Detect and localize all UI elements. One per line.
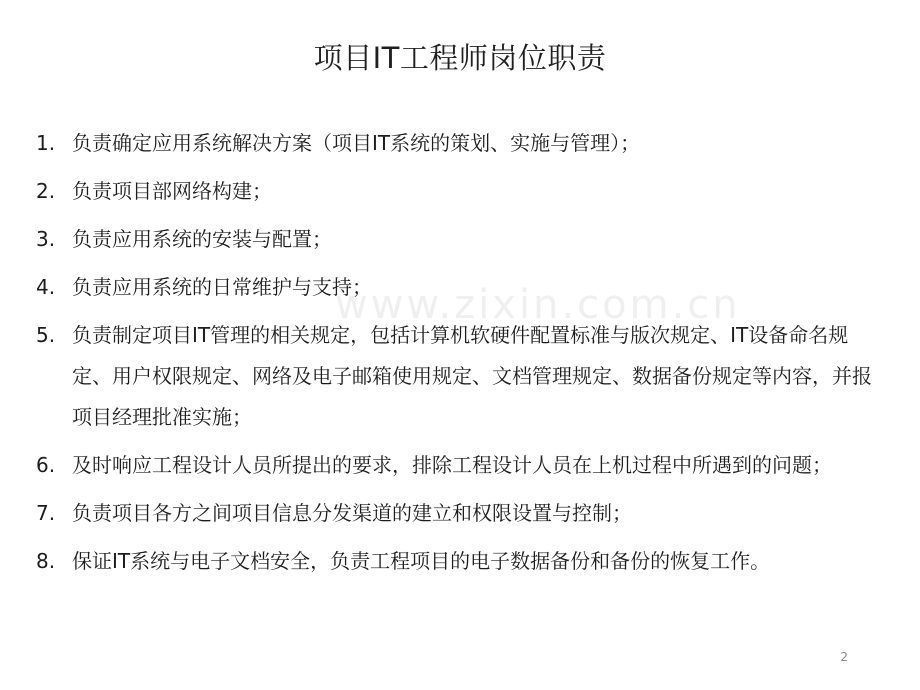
item-number: 8.: [36, 549, 56, 573]
list-item: [36, 541, 886, 582]
item-text: 负责项目部网络构建；: [72, 179, 272, 203]
list-item: [36, 219, 886, 260]
item-number: 7.: [36, 501, 56, 525]
item-text: 保证IT系统与电子文档安全，负责工程项目的电子数据备份和备份的恢复工作。: [72, 549, 771, 573]
item-number: 2.: [36, 179, 56, 203]
item-text: 负责制定项目IT管理的相关规定，包括计算机软硬件配置标准与版次规定、IT设备命名规定、用户权限规定、网络及电子邮箱使用规定、文档管理规定、数据备份规定等内容，并报项目经理批准实施；: [72, 323, 872, 429]
slide-title: 项目IT工程师岗位职责: [313, 41, 607, 75]
list-item: [36, 493, 886, 534]
list-item: [36, 445, 886, 486]
list-item: [36, 315, 886, 438]
watermark-text: www.zixin.com.cn: [335, 282, 741, 328]
page-number: 2: [840, 650, 848, 664]
item-text: 负责项目各方之间项目信息分发渠道的建立和权限设置与控制；: [72, 501, 632, 525]
item-number: 6.: [36, 453, 56, 477]
item-text: 负责应用系统的日常维护与支持；: [72, 275, 372, 299]
list-item: [36, 171, 886, 212]
item-text: 负责应用系统的安装与配置；: [72, 227, 332, 251]
item-text: 及时响应工程设计人员所提出的要求，排除工程设计人员在上机过程中所遇到的问题；: [72, 453, 832, 477]
item-number: 1.: [36, 131, 56, 155]
item-text: 负责确定应用系统解决方案（项目IT系统的策划、实施与管理）；: [72, 131, 641, 155]
list-item: [36, 123, 886, 164]
list-item: [36, 267, 886, 308]
duty-list: [36, 123, 886, 589]
item-number: 5.: [36, 323, 56, 347]
item-number: 4.: [36, 275, 56, 299]
item-number: 3.: [36, 227, 56, 251]
